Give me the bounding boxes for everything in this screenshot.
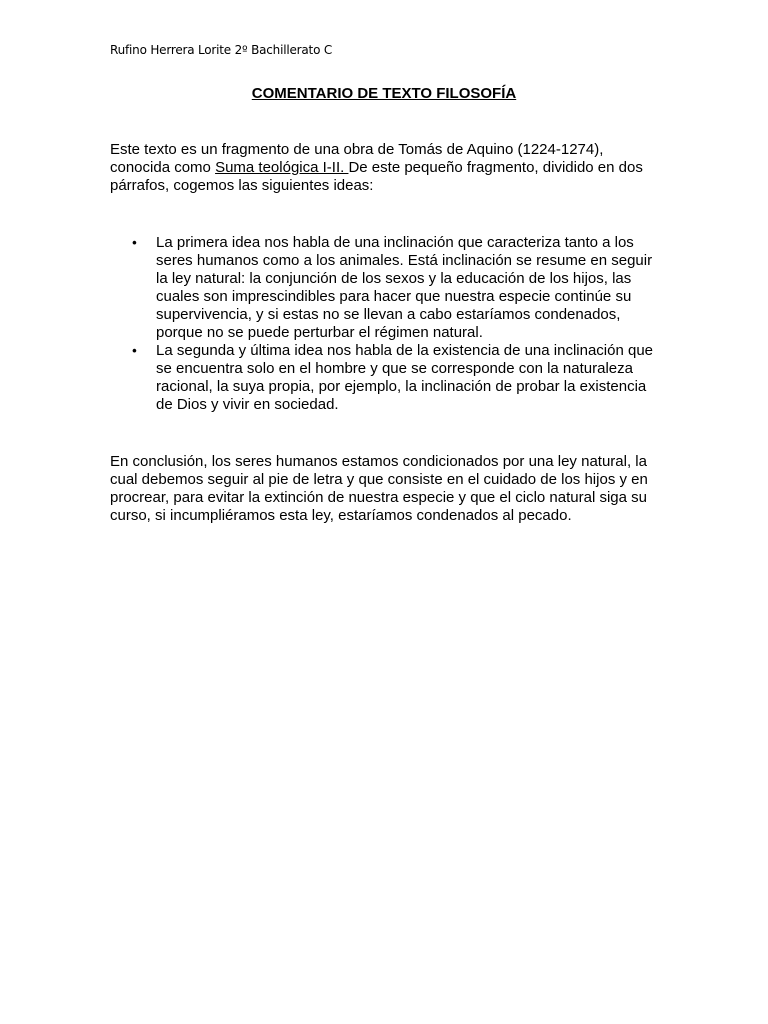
bullet-icon: • xyxy=(132,343,137,358)
conclusion-text: En conclusión, los seres humanos estamos condicionados por una ley natural, la cual debemos seguir al pie de letra y que consiste en el cuidado de los hijos y en procrear, para evitar la extinción de nuestra especie y que el ciclo natural siga su curso, si incumpliéramos esta ley, estaríamos condenados al pecado. xyxy=(110,453,648,524)
intro-text xyxy=(110,141,655,195)
list-item-text: La primera idea nos habla de una inclinación que caracteriza tanto a los seres humanos como a los animales. Está inclinación se resume en seguir la ley natural: la conjunción de los sexos y la educación de los hijos, las cuales son imprescindibles para hacer que nuestra especie continúe su supervivencia, y si estas no se llevan a cabo estaríamos condenados, porque no se puede perturbar el régimen natural. xyxy=(156,234,653,341)
list-item-text: La segunda y última idea nos habla de la existencia de una inclinación que se encuentra solo en el hombre y que se corresponde con la naturaleza racional, la suya propia, por ejemplo, la inclinación de probar la existencia de Dios y vivir en sociedad. xyxy=(156,342,654,413)
author-header: Rufino Herrera Lorite 2º Bachillerato C xyxy=(110,43,332,57)
document-title: COMENTARIO DE TEXTO FILOSOFÍA xyxy=(251,85,517,102)
intro-text-before: Este texto es un fragmento de una obra de Tomás de Aquino (1224-1274), conocida como xyxy=(110,141,604,176)
intro-text-after: De este pequeño fragmento, dividido en dos párrafos, cogemos las siguientes ideas: xyxy=(110,159,643,194)
work-title: Suma teológica I-II. xyxy=(215,159,349,176)
list-item xyxy=(110,342,655,414)
bullet-icon: • xyxy=(132,235,137,250)
list-item xyxy=(110,234,655,342)
conclusion-paragraph xyxy=(110,453,655,525)
ideas-list xyxy=(110,234,655,414)
intro-paragraph xyxy=(110,141,655,195)
